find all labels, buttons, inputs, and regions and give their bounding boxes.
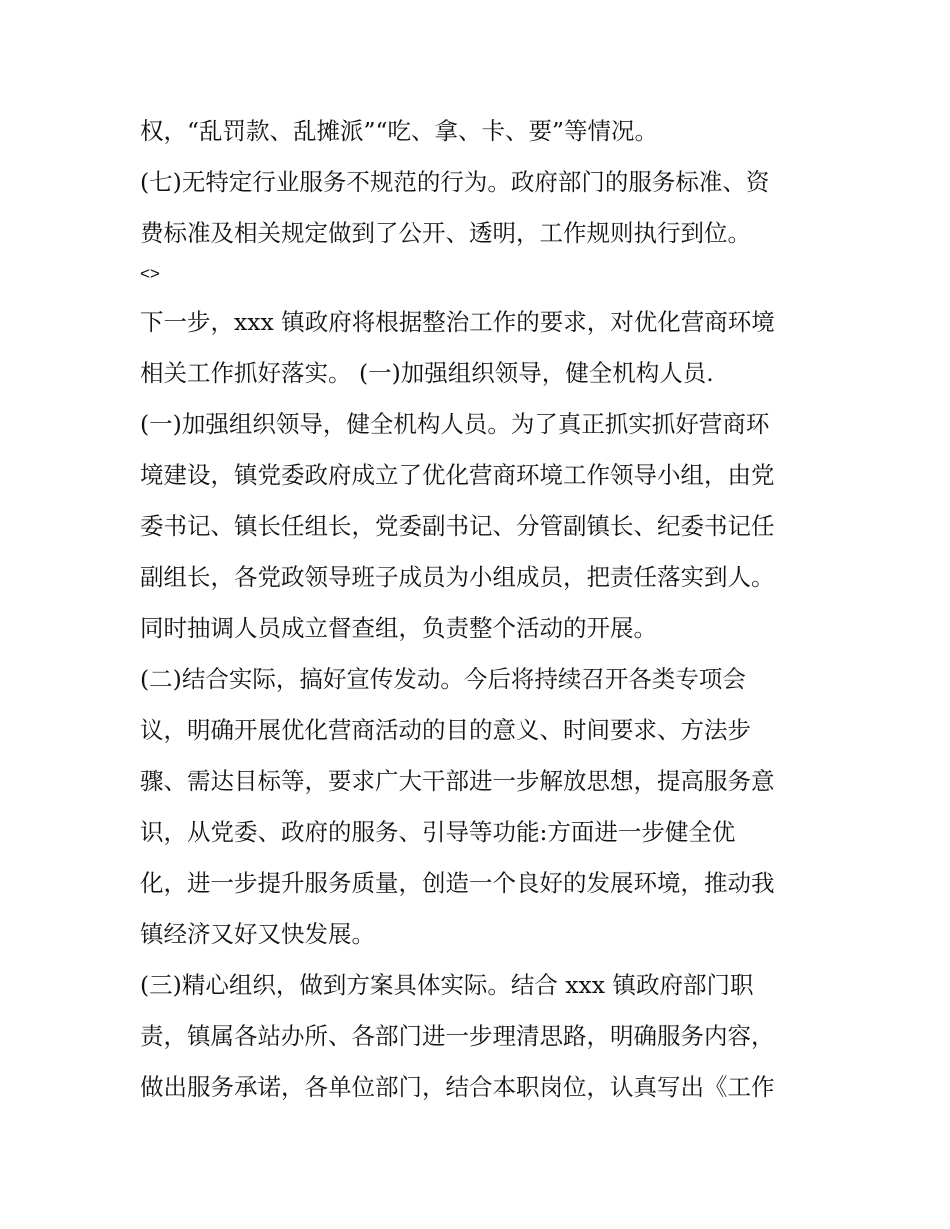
text-line: 权，“乱罚款、乱摊派”“吃、拿、卡、要”等情况。 — [140, 117, 659, 145]
text-line: 做出服务承诺，各单位部门，结合本职岗位，认真写出《工作 — [140, 1073, 775, 1101]
text-line: 境建设，镇党委政府成立了优化营商环境工作领导小组，由党 — [140, 461, 775, 489]
text-line: 同时抽调人员成立督查组，负责整个活动的开展。 — [140, 614, 657, 642]
placeholder-marker: <> — [140, 264, 160, 283]
text-line: 委书记、镇长任组长，党委副书记、分管副镇长、纪委书记任 — [140, 512, 775, 540]
text-line: (七)无特定行业服务不规范的行为。政府部门的服务标准、资 — [140, 168, 770, 196]
text-line: 下一步，xxx 镇政府将根据整治工作的要求，对优化营商环境 — [140, 308, 775, 336]
text-line: (一)加强组织领导，健全机构人员。为了真正抓实抓好营商环 — [140, 410, 770, 438]
text-line: 副组长，各党政领导班子成员为小组成员，把责任落实到人。 — [140, 563, 775, 591]
text-line: (二)结合实际，搞好宣传发动。今后将持续召开各类专项会 — [140, 665, 746, 693]
document-body — [140, 106, 820, 1113]
text-line: (三)精心组织，做到方案具体实际。结合 xxx 镇政府部门职 — [140, 971, 754, 999]
text-line: 骤、需达目标等，要求广大干部进一步解放思想，提高服务意 — [140, 767, 775, 795]
text-line: 化，进一步提升服务质量，创造一个良好的发展环境，推动我 — [140, 869, 775, 897]
text-line: 相关工作抓好落实。 (一)加强组织领导，健全机构人员. — [140, 359, 714, 387]
text-line: 责，镇属各站办所、各部门进一步理清思路，明确服务内容， — [140, 1022, 775, 1050]
text-line: 议，明确开展优化营商活动的目的意义、时间要求、方法步 — [140, 716, 751, 744]
text-line: 识，从党委、政府的服务、引导等功能:方面进一步健全优 — [140, 818, 736, 846]
text-line: 镇经济又好又快发展。 — [140, 920, 375, 948]
text-line: 费标准及相关规定做到了公开、透明，工作规则执行到位。 — [140, 219, 751, 247]
